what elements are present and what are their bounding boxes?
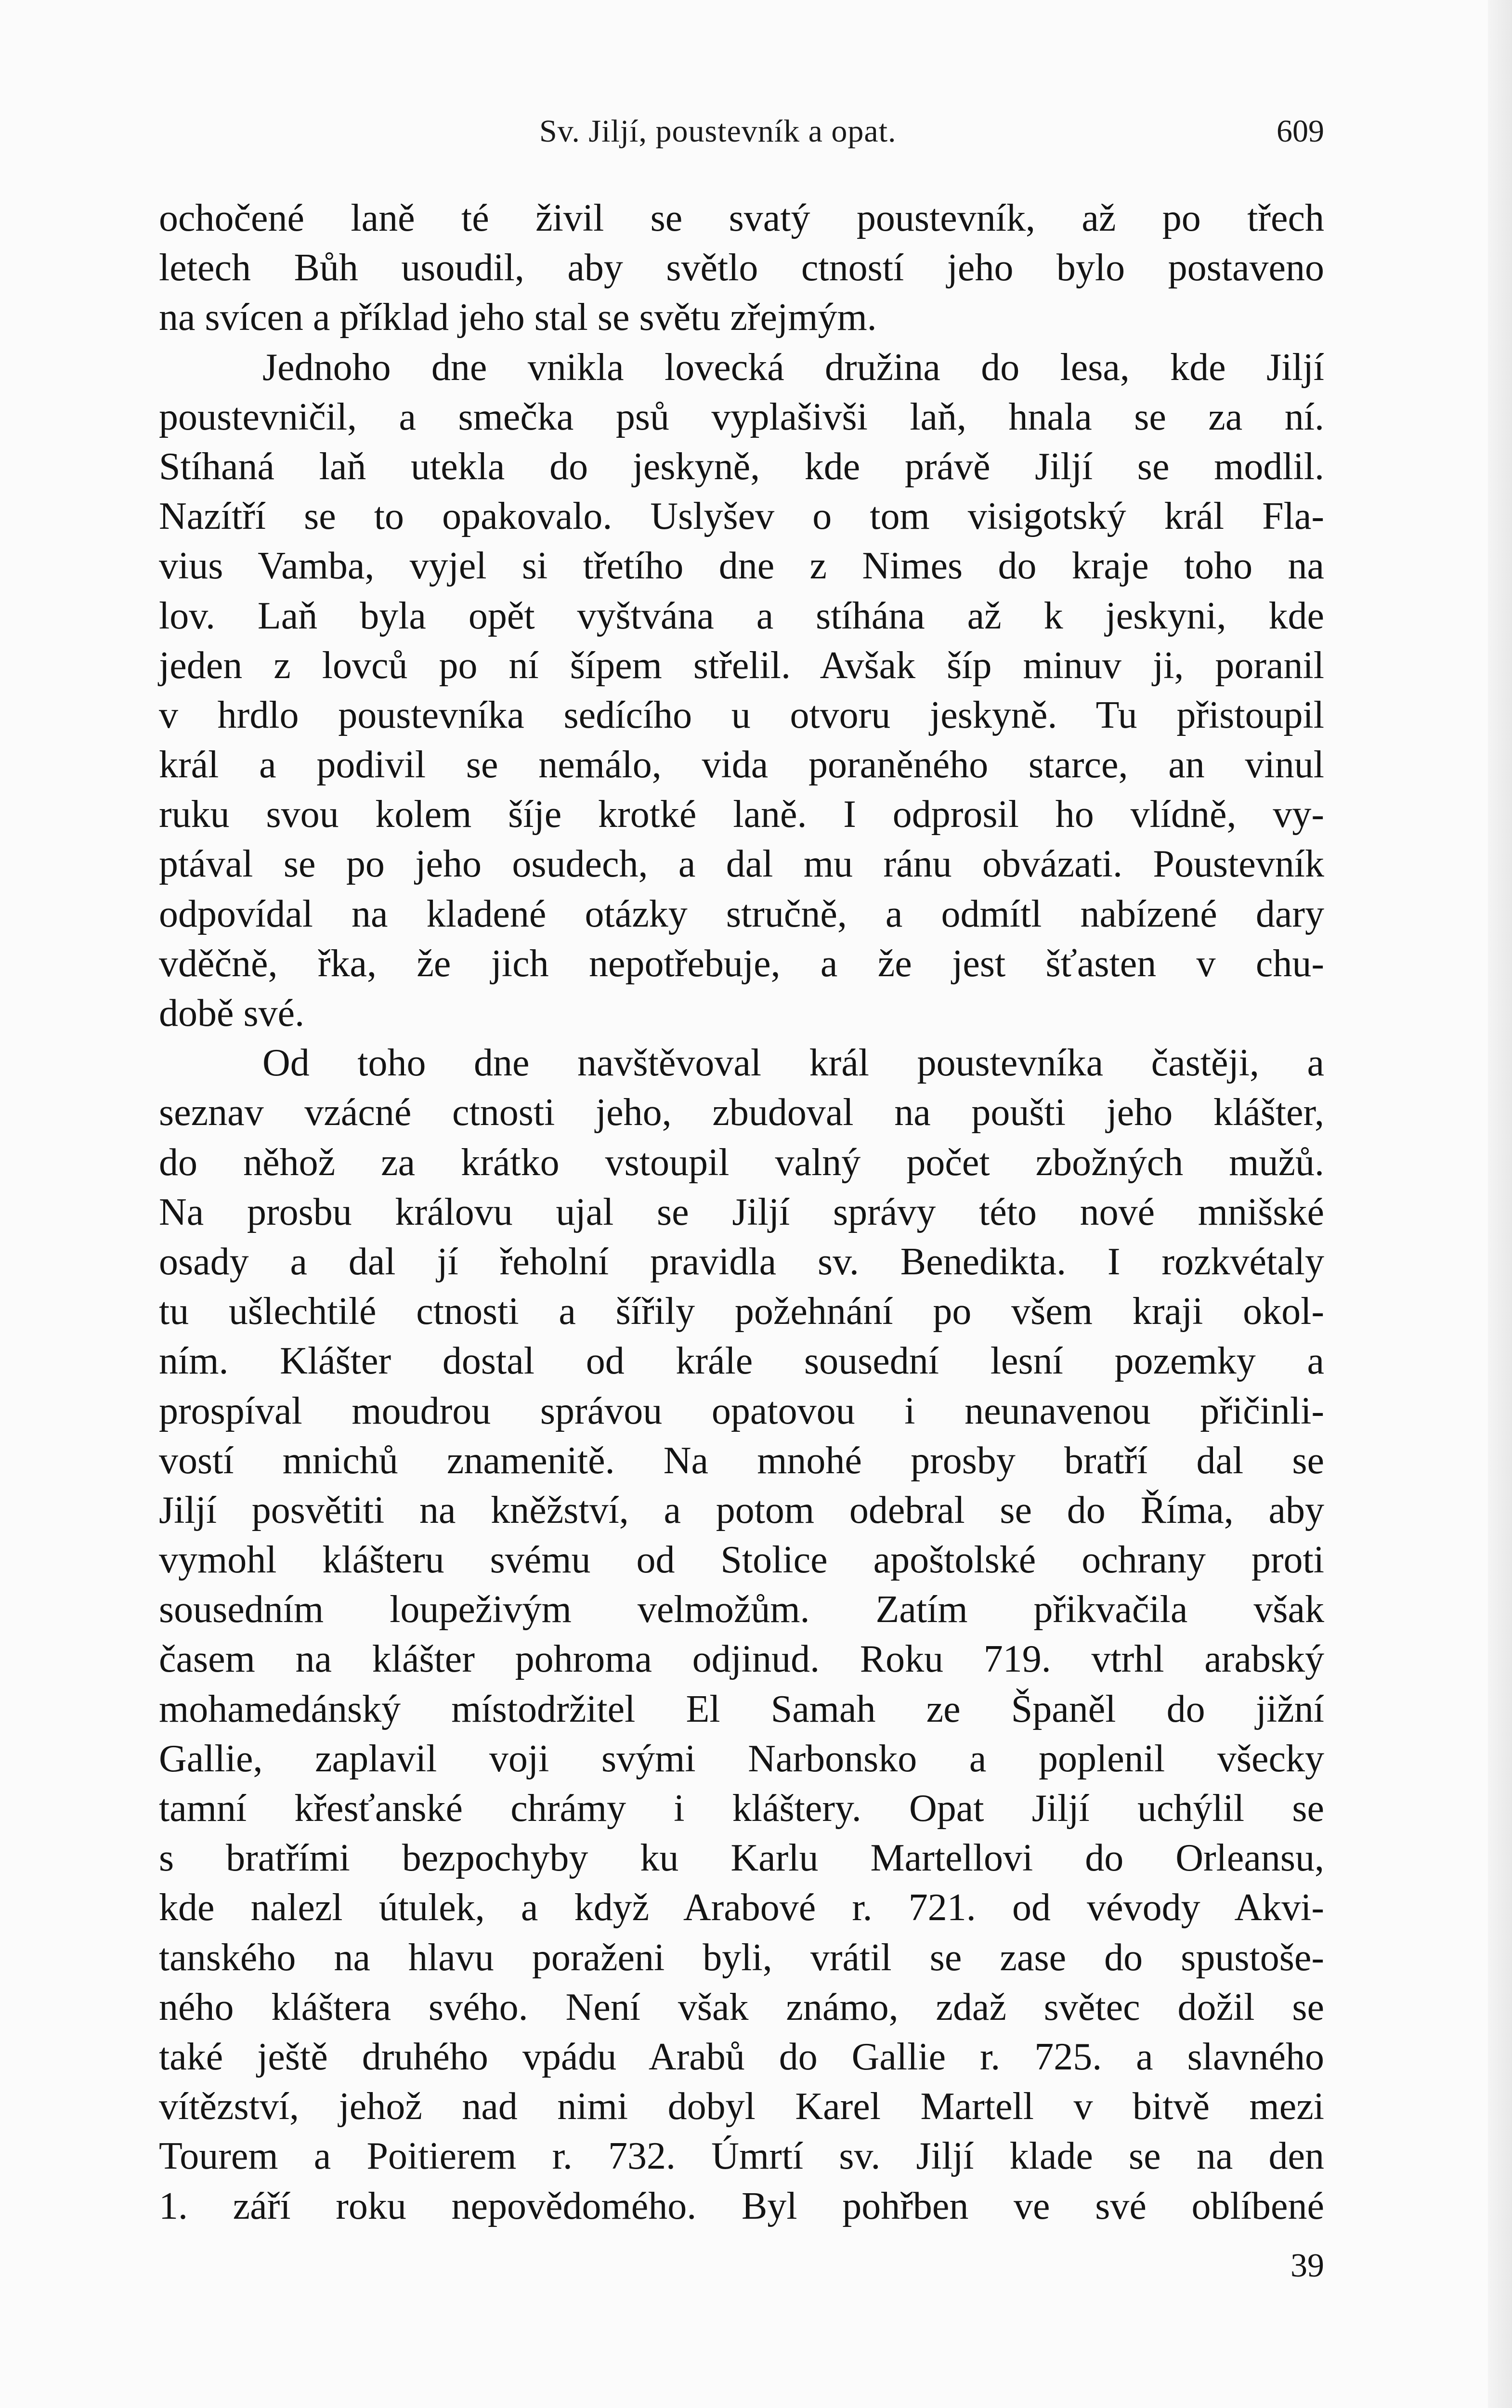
text-line: Nazítří se to opakovalo. Uslyšev o tom visigotský král Fla- bbox=[159, 495, 1324, 538]
text-line: tamní křesťanské chrámy i kláštery. Opat Jiljí uchýlil se bbox=[159, 1787, 1324, 1830]
page-number: 609 bbox=[1277, 114, 1324, 149]
text-line: také ještě druhého vpádu Arabů do Gallie r. 725. a slavného bbox=[159, 2035, 1324, 2078]
text-line: na svícen a příklad jeho stal se světu zřejmým. bbox=[159, 296, 877, 339]
text-line: Stíhaná laň utekla do jeskyně, kde právě Jiljí se modlil. bbox=[159, 445, 1324, 488]
text-line: tanského na hlavu poraženi byli, vrátil se zase do spustoše- bbox=[159, 1936, 1324, 1979]
text-line: sousedním loupeživým velmožům. Zatím přikvačila však bbox=[159, 1588, 1324, 1631]
text-line: ptával se po jeho osudech, a dal mu ránu obvázati. Poustevník bbox=[159, 843, 1324, 886]
running-title: Sv. Jiljí, poustevník a opat. bbox=[539, 114, 897, 149]
text-line: Jiljí posvětiti na kněžství, a potom odebral se do Říma, aby bbox=[159, 1489, 1324, 1531]
text-line: mohamedánský místodržitel El Samah ze Španěl do jižní bbox=[159, 1688, 1324, 1730]
text-line: s bratřími bezpochyby ku Karlu Martellovi do Orleansu, bbox=[159, 1837, 1324, 1880]
text-line: ného kláštera svého. Není však známo, zdaž světec dožil se bbox=[159, 1986, 1324, 2028]
text-line: do něhož za krátko vstoupil valný počet zbožných mužů. bbox=[159, 1141, 1324, 1184]
text-line: v hrdlo poustevníka sedícího u otvoru jeskyně. Tu přistoupil bbox=[159, 694, 1324, 736]
text-line: 1. září roku nepovědomého. Byl pohřben ve své oblíbené bbox=[159, 2185, 1324, 2227]
text-line: ochočené laně té živil se svatý poustevník, až po třech bbox=[159, 197, 1324, 239]
text-line: časem na klášter pohroma odjinud. Roku 719. vtrhl arabský bbox=[159, 1638, 1324, 1681]
text-line: ruku svou kolem šíje krotké laně. I odprosil ho vlídně, vy- bbox=[159, 793, 1324, 836]
paragraph bbox=[159, 194, 1324, 343]
text-line: Tourem a Poitierem r. 732. Úmrtí sv. Jiljí klade se na den bbox=[159, 2135, 1324, 2178]
text-line: odpovídal na kladené otázky stručně, a odmítl nabízené dary bbox=[159, 892, 1324, 935]
text-line: jeden z lovců po ní šípem střelil. Avšak šíp minuv ji, poranil bbox=[159, 644, 1324, 687]
body-text bbox=[159, 194, 1324, 2231]
text-line: vius Vamba, vyjel si třetího dne z Nimes do kraje toho na bbox=[159, 545, 1324, 588]
text-line: vostí mnichů znamenitě. Na mnohé prosby bratří dal se bbox=[159, 1439, 1324, 1482]
text-line: kde nalezl útulek, a když Arabové r. 721. od vévody Akvi- bbox=[159, 1886, 1324, 1929]
page-header bbox=[159, 113, 1324, 166]
text-line: tu ušlechtilé ctnosti a šířily požehnání po všem kraji okol- bbox=[159, 1290, 1324, 1333]
text-line: Od toho dne navštěvoval král poustevníka častěji, a bbox=[262, 1042, 1324, 1085]
text-line: seznav vzácné ctnosti jeho, zbudoval na poušti jeho klášter, bbox=[159, 1091, 1324, 1134]
text-line: vymohl klášteru svému od Stolice apoštolské ochrany proti bbox=[159, 1539, 1324, 1582]
signature-mark: 39 bbox=[1290, 2247, 1324, 2284]
text-line: vítězství, jehož nad nimi dobyl Karel Martell v bitvě mezi bbox=[159, 2085, 1324, 2128]
text-line: době své. bbox=[159, 992, 305, 1034]
text-line: král a podivil se nemálo, vida poraněného starce, an vinul bbox=[159, 744, 1324, 786]
text-line: letech Bůh usoudil, aby světlo ctností jeho bylo postaveno bbox=[159, 247, 1324, 289]
text-line: prospíval moudrou správou opatovou i neunavenou přičinli- bbox=[159, 1389, 1324, 1432]
text-line: Na prosbu královu ujal se Jiljí správy této nové mnišské bbox=[159, 1191, 1324, 1233]
paragraph bbox=[159, 1038, 1324, 2231]
text-line: vděčně, řka, že jich nepotřebuje, a že jest šťasten v chu- bbox=[159, 942, 1324, 985]
text-line: lov. Laň byla opět vyštvána a stíhána až k jeskyni, kde bbox=[159, 594, 1324, 637]
text-line: poustevničil, a smečka psů vyplašivši laň, hnala se za ní. bbox=[159, 395, 1324, 438]
text-line: osady a dal jí řeholní pravidla sv. Benedikta. I rozkvétaly bbox=[159, 1240, 1324, 1283]
text-line: Jednoho dne vnikla lovecká družina do lesa, kde Jiljí bbox=[262, 346, 1324, 389]
paragraph bbox=[159, 343, 1324, 1039]
text-line: Gallie, zaplavil voji svými Narbonsko a poplenil všecky bbox=[159, 1737, 1324, 1780]
text-line: ním. Klášter dostal od krále sousední lesní pozemky a bbox=[159, 1340, 1324, 1383]
